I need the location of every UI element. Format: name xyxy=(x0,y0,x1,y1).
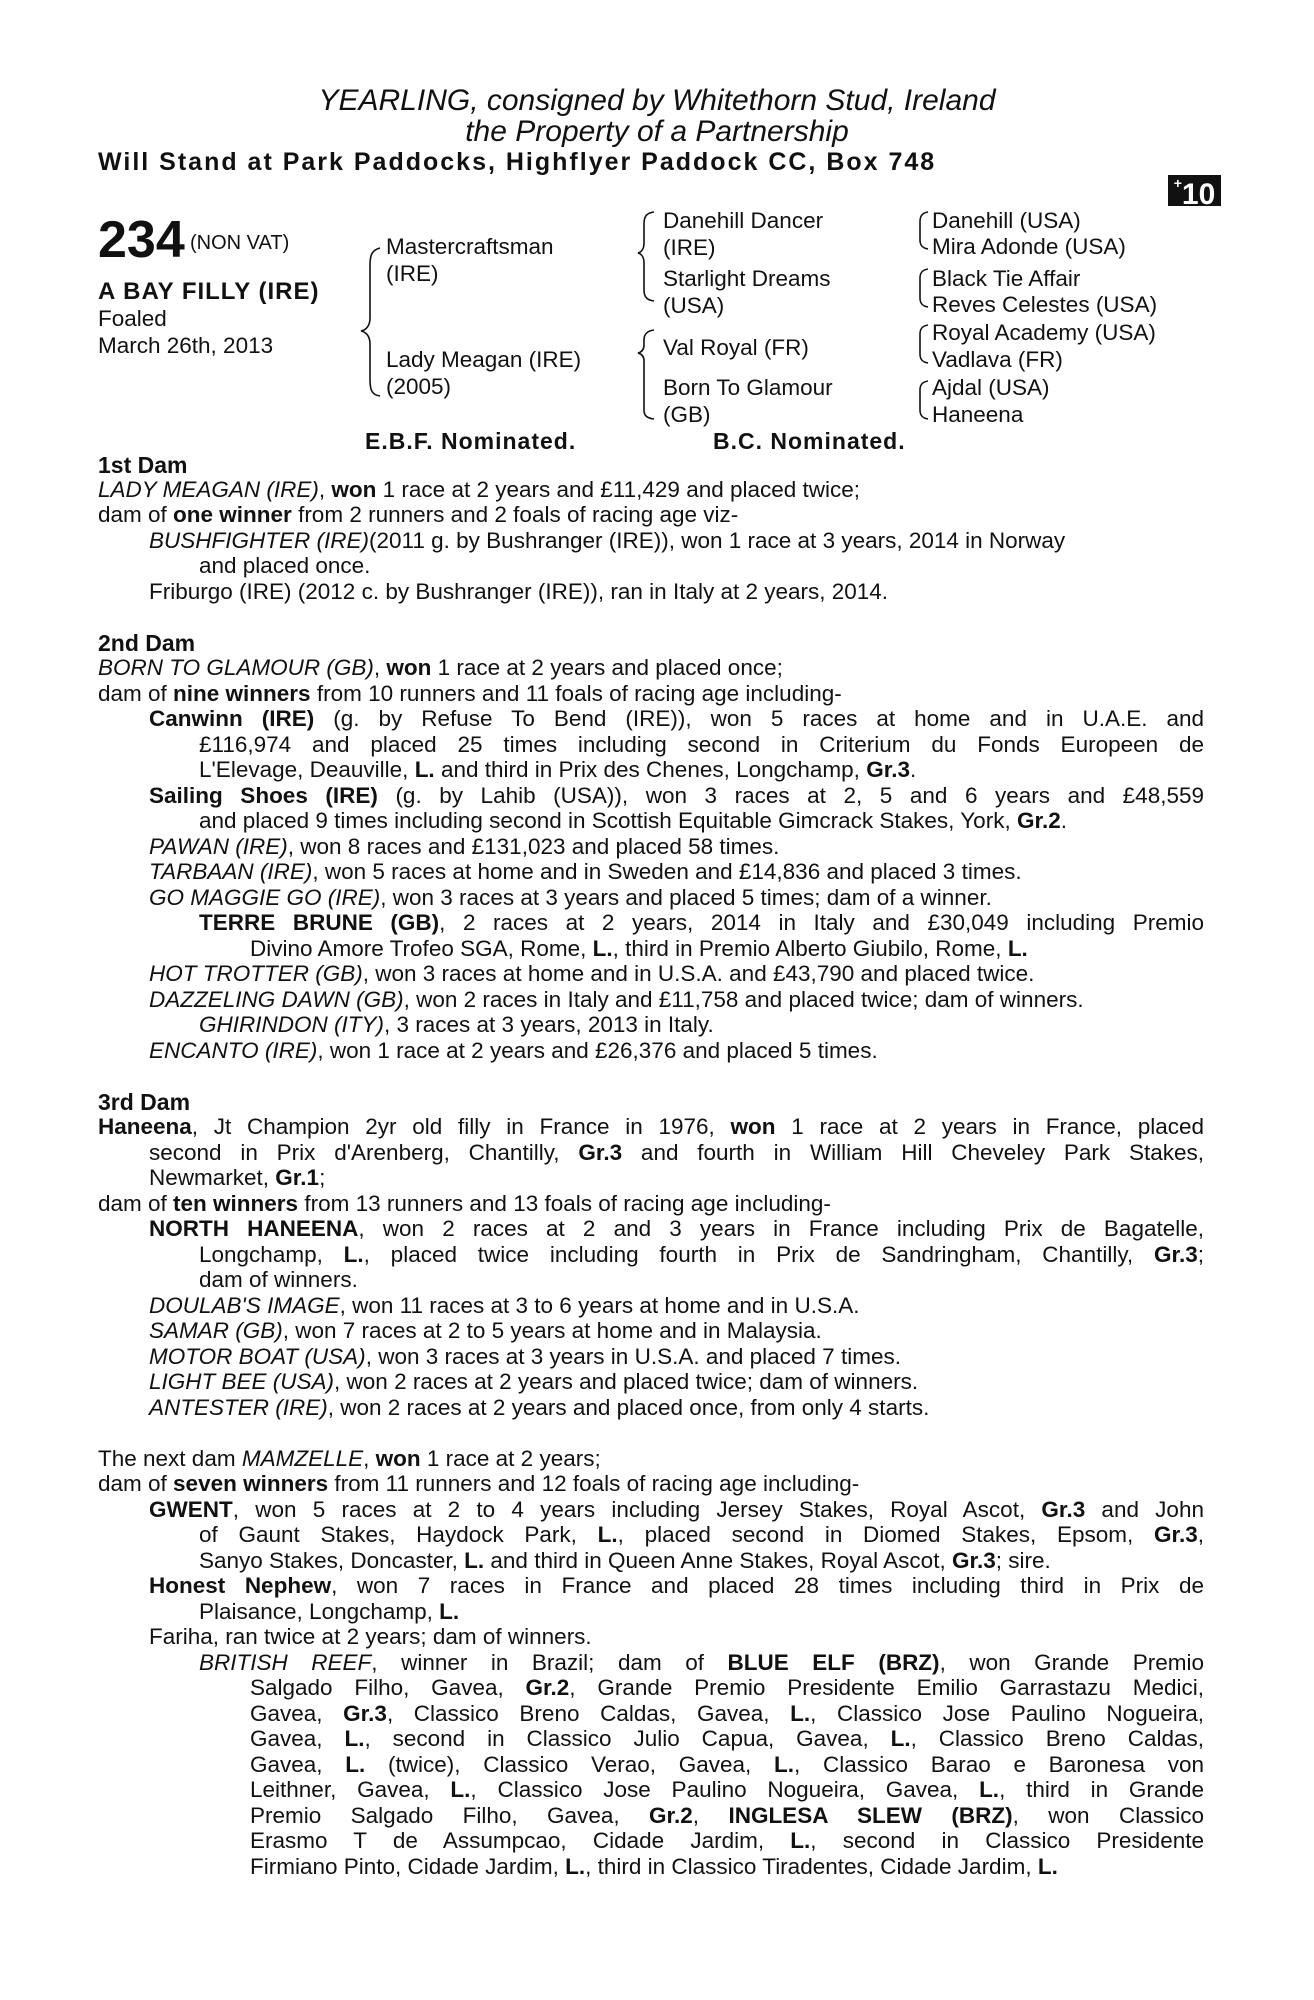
ped-sdd: Reves Celestes (USA) xyxy=(932,292,1158,317)
foaled-label: Foaled xyxy=(98,306,167,331)
sire-sire-origin: (IRE) xyxy=(663,235,716,260)
ped-sss: Danehill (USA) xyxy=(932,208,1081,233)
dam-sire: Val Royal (FR) xyxy=(663,335,809,360)
first-dam-title: 1st Dam xyxy=(98,452,188,478)
produce-sailing-shoes-cont: and placed 9 times including second in Scottish Equitable Gimcrack Stakes, York, Gr.2. xyxy=(199,808,1067,833)
produce-tarbaan: TARBAAN (IRE), won 5 races at home and in Sweden and £14,836 and placed 3 times. xyxy=(149,859,1022,884)
dam-year: (2005) xyxy=(386,374,452,399)
foaled-date: March 26th, 2013 xyxy=(98,333,274,358)
produce-canwinn: Canwinn (IRE) (g. by Refuse To Bend (IRE)), won 5 races at home and in U.A.E. and xyxy=(149,706,1204,731)
produce-friburgo: Friburgo (IRE) (2012 c. by Bushranger (IRE)), ran in Italy at 2 years, 2014. xyxy=(149,579,889,604)
british-reef-line3: Gavea, Gr.3, Classico Breno Caldas, Gavea, L., Classico Jose Paulino Nogueira, xyxy=(250,1701,1204,1726)
header-location: Will Stand at Park Paddocks, Highflyer Paddock CC, Box 748 xyxy=(98,148,937,176)
british-reef-line6: Leithner, Gavea, L., Classico Jose Paulino Nogueira, Gavea, L., third in Grande xyxy=(250,1777,1204,1802)
next-dam-produce-summary: dam of seven winners from 11 runners and 12 foals of racing age including- xyxy=(98,1471,860,1496)
produce-canwinn-cont: £116,974 and placed 25 times including second in Criterium du Fonds Europeen de xyxy=(199,732,1204,757)
produce-ghirindon: GHIRINDON (ITY), 3 races at 3 years, 2013 in Italy. xyxy=(199,1012,714,1037)
lot-number: 234 xyxy=(98,211,185,269)
british-reef-line9: Firmiano Pinto, Cidade Jardim, L., third in Classico Tiradentes, Cidade Jardim, L. xyxy=(250,1854,1058,1879)
sire-sire: Danehill Dancer xyxy=(663,208,824,233)
produce-motor-boat: MOTOR BOAT (USA), won 3 races at 3 years in U.S.A. and placed 7 times. xyxy=(149,1344,901,1369)
produce-north-haneena-cont2: dam of winners. xyxy=(199,1267,358,1292)
pedigree-braces xyxy=(0,0,1314,460)
header-property: the Property of a Partnership xyxy=(465,115,849,148)
vat-note: (NON VAT) xyxy=(190,232,290,254)
produce-bushfighter: BUSHFIGHTER (IRE)(2011 g. by Bushranger (IRE)), won 1 race at 3 years, 2014 in Norway xyxy=(149,528,1066,553)
dam-name: Lady Meagan (IRE) xyxy=(386,347,582,372)
horse-name: A BAY FILLY (IRE) xyxy=(98,278,320,305)
first-dam-line: LADY MEAGAN (IRE), won 1 race at 2 years and £11,429 and placed twice; xyxy=(98,477,861,502)
ebf-nominated: E.B.F. Nominated. xyxy=(365,428,577,454)
produce-canwinn-cont2: L'Elevage, Deauville, L. and third in Prix des Chenes, Longchamp, Gr.3. xyxy=(199,757,917,782)
produce-honest-nephew: Honest Nephew, won 7 races in France and placed 28 times including third in Prix de xyxy=(149,1573,1204,1598)
third-dam-produce-summary: dam of ten winners from 13 runners and 13 foals of racing age including- xyxy=(98,1191,831,1216)
sire-name: Mastercraftsman xyxy=(386,234,554,259)
first-dam-produce-summary: dam of one winner from 2 runners and 2 foals of racing age viz- xyxy=(98,502,739,527)
produce-terre-brune: TERRE BRUNE (GB), 2 races at 2 years, 2014 in Italy and £30,049 including Premio xyxy=(199,910,1204,935)
produce-gwent-cont2: Sanyo Stakes, Doncaster, L. and third in Queen Anne Stakes, Royal Ascot, Gr.3; sire. xyxy=(199,1548,1051,1573)
produce-british-reef: BRITISH REEF, winner in Brazil; dam of BLUE ELF (BRZ), won Grande Premio xyxy=(199,1650,1204,1675)
ped-ssd: Mira Adonde (USA) xyxy=(932,234,1126,259)
produce-light-bee: LIGHT BEE (USA), won 2 races at 2 years and placed twice; dam of winners. xyxy=(149,1369,919,1394)
produce-honest-nephew-cont: Plaisance, Longchamp, L. xyxy=(199,1599,460,1624)
second-dam-produce-summary: dam of nine winners from 10 runners and 11 foals of racing age including- xyxy=(98,681,842,706)
ped-dds: Ajdal (USA) xyxy=(932,375,1050,400)
produce-go-maggie-go: GO MAGGIE GO (IRE), won 3 races at 3 years and placed 5 times; dam of a winner. xyxy=(149,885,992,910)
sire-origin: (IRE) xyxy=(386,261,439,286)
produce-samar: SAMAR (GB), won 7 races at 2 to 5 years at home and in Malaysia. xyxy=(149,1318,822,1343)
badge-plus: + xyxy=(1173,175,1182,191)
produce-hot-trotter: HOT TROTTER (GB), won 3 races at home and in U.S.A. and £43,790 and placed twice. xyxy=(149,961,1035,986)
third-dam-line2: second in Prix d'Arenberg, Chantilly, Gr.3 and fourth in William Hill Cheveley Park Stakes, xyxy=(149,1140,1204,1165)
second-dam-title: 2nd Dam xyxy=(98,630,196,656)
british-reef-line4: Gavea, L., second in Classico Julio Capua, Gavea, L., Classico Breno Caldas, xyxy=(250,1726,1204,1751)
next-dam-line: The next dam MAMZELLE, won 1 race at 2 years; xyxy=(98,1446,601,1471)
produce-fariha: Fariha, ran twice at 2 years; dam of winners. xyxy=(149,1624,592,1649)
ped-dsd: Vadlava (FR) xyxy=(932,347,1063,372)
british-reef-line8: Erasmo T de Assumpcao, Cidade Jardim, L., second in Classico Presidente xyxy=(250,1828,1204,1853)
produce-bushfighter-cont: and placed once. xyxy=(199,553,371,578)
dam-dam: Born To Glamour xyxy=(663,375,833,400)
header-consignor: YEARLING, consigned by Whitethorn Stud, Ireland xyxy=(318,84,996,117)
third-dam-line3: Newmarket, Gr.1; xyxy=(149,1165,326,1190)
second-dam-line: BORN TO GLAMOUR (GB), won 1 race at 2 years and placed once; xyxy=(98,655,783,680)
ped-sds: Black Tie Affair xyxy=(932,266,1081,291)
british-reef-line5: Gavea, L. (twice), Classico Verao, Gavea, L., Classico Barao e Baronesa von xyxy=(250,1752,1204,1777)
produce-north-haneena: NORTH HANEENA, won 2 races at 2 and 3 years in France including Prix de Bagatelle, xyxy=(149,1216,1204,1241)
british-reef-line7: Premio Salgado Filho, Gavea, Gr.2, INGLESA SLEW (BRZ), won Classico xyxy=(250,1803,1204,1828)
produce-pawan: PAWAN (IRE), won 8 races and £131,023 and placed 58 times. xyxy=(149,834,780,859)
british-reef-line2: Salgado Filho, Gavea, Gr.2, Grande Premio Presidente Emilio Garrastazu Medici, xyxy=(250,1675,1204,1700)
third-dam-title: 3rd Dam xyxy=(98,1089,191,1115)
badge-number: 10 xyxy=(1181,178,1216,211)
produce-encanto: ENCANTO (IRE), won 1 race at 2 years and £26,376 and placed 5 times. xyxy=(149,1038,878,1063)
produce-gwent-cont: of Gaunt Stakes, Haydock Park, L., placed second in Diomed Stakes, Epsom, Gr.3, xyxy=(199,1522,1204,1547)
produce-gwent: GWENT, won 5 races at 2 to 4 years including Jersey Stakes, Royal Ascot, Gr.3 and John xyxy=(149,1497,1204,1522)
produce-doulabs-image: DOULAB'S IMAGE, won 11 races at 3 to 6 years at home and in U.S.A. xyxy=(149,1293,860,1318)
produce-terre-brune-cont: Divino Amore Trofeo SGA, Rome, L., third in Premio Alberto Giubilo, Rome, L. xyxy=(250,936,1028,961)
dam-dam-origin: (GB) xyxy=(663,402,711,427)
produce-sailing-shoes: Sailing Shoes (IRE) (g. by Lahib (USA)), won 3 races at 2, 5 and 6 years and £48,559 xyxy=(149,783,1205,808)
produce-north-haneena-cont: Longchamp, L., placed twice including fourth in Prix de Sandringham, Chantilly, Gr.3; xyxy=(199,1242,1205,1267)
sire-dam: Starlight Dreams xyxy=(663,266,831,291)
produce-dazzeling-dawn: DAZZELING DAWN (GB), won 2 races in Italy and £11,758 and placed twice; dam of winners. xyxy=(149,987,1084,1012)
third-dam-line: Haneena, Jt Champion 2yr old filly in France in 1976, won 1 race at 2 years in France, placed xyxy=(98,1114,1204,1139)
ped-ddd: Haneena xyxy=(932,402,1024,427)
bc-nominated: B.C. Nominated. xyxy=(713,428,906,454)
sire-dam-origin: (USA) xyxy=(663,293,725,318)
produce-antester: ANTESTER (IRE), won 2 races at 2 years and placed once, from only 4 starts. xyxy=(149,1395,930,1420)
ped-dss: Royal Academy (USA) xyxy=(932,320,1156,345)
